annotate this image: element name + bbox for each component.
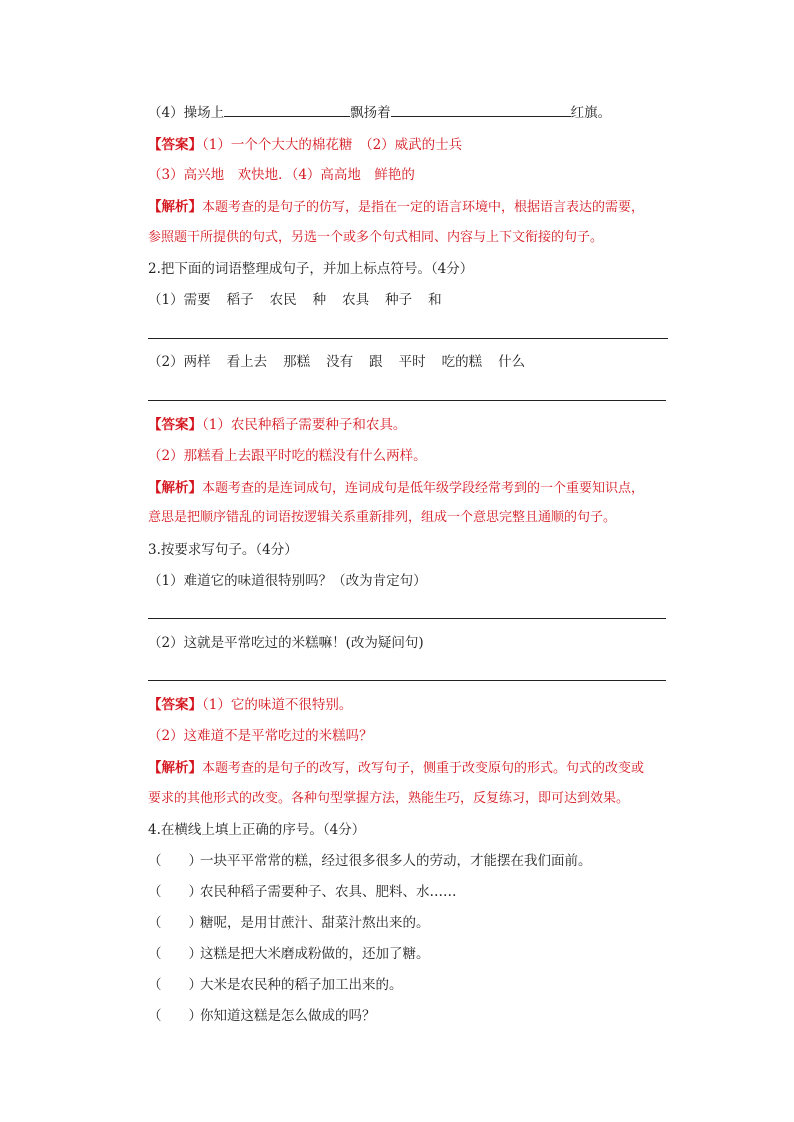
word-card: 两样 (183, 354, 211, 370)
answer2-line1 (148, 415, 406, 435)
analysis3-line2: 要求的其他形式的改变。各种句型掌握方法，熟能生巧，反复练习，即可达到效果。 (148, 791, 630, 806)
word-card: 和 (428, 292, 442, 308)
q4-item (148, 975, 403, 995)
order-blank[interactable]: （ ） (148, 946, 202, 962)
order-blank[interactable]: （ ） (148, 977, 202, 993)
q4-item-text: 农民种稻子需要种子、农具、肥料、水…… (200, 884, 457, 900)
analysis3-line1 (148, 758, 644, 779)
word-card: 没有 (326, 354, 354, 370)
q3-item1: （1）难道它的味道很特别吗？（改为肯定句） (148, 573, 427, 589)
word-card: 稻子 (226, 292, 254, 308)
word-card: 种子 (385, 292, 413, 308)
answer-label: 【答案】 (148, 417, 202, 433)
q4-item (148, 944, 430, 964)
answer-line[interactable] (148, 400, 666, 401)
analysis2-line2: 意思是把顺序错乱的词语按逻辑关系重新排列，组成一个意思完整且通顺的句子。 (148, 510, 617, 525)
q2-title: 2.把下面的词语整理成句子，并加上标点符号。（4分） (148, 261, 474, 277)
q4-item (148, 882, 457, 902)
answer-line[interactable] (148, 618, 666, 619)
answer3-line1 (148, 695, 352, 715)
word-card: 种 (312, 292, 327, 308)
q4-item (148, 913, 430, 933)
analysis-label: 【解析】 (148, 480, 202, 496)
order-blank[interactable]: （ ） (148, 853, 202, 869)
q3-title: 3.按要求写句子。（4分） (148, 542, 298, 558)
answer-blank[interactable] (391, 103, 571, 117)
word-card: 平时 (398, 354, 426, 370)
order-blank[interactable]: （ ） (148, 915, 202, 931)
answer1-line1 (148, 135, 462, 155)
word-card: 跟 (369, 354, 383, 370)
q3-item2: （2）这就是平常吃过的米糕嘛！(改为疑问句) (148, 635, 424, 651)
word-card: 什么 (498, 354, 526, 370)
q1-item4-middle: 飘扬着 (350, 105, 391, 121)
answer-text: （1）它的味道不很特别。 (202, 697, 353, 713)
order-blank[interactable]: （ ） (148, 884, 202, 900)
word-card: 农具 (342, 292, 370, 308)
q1-item4-suffix: 红旗。 (570, 105, 612, 121)
answer-line[interactable] (148, 680, 666, 681)
answer-text: （1）一个个大大的棉花糖 （2）威武的士兵 (202, 137, 463, 153)
q4-item-text: 你知道这糕是怎么做成的吗？ (200, 1008, 376, 1024)
q1-item4-prefix: （4）操场上 (148, 105, 225, 121)
word-card: 看上去 (226, 354, 268, 370)
item-number: （2） (148, 354, 184, 370)
answer-line[interactable] (148, 338, 668, 339)
q1-item4 (148, 103, 611, 123)
analysis1-line2: 参照题干所提供的句式，另选一个或多个句式相同、内容与上下文衔接的句子。 (148, 230, 604, 245)
answer-text: （1）农民种稻子需要种子和农具。 (202, 417, 407, 433)
word-card: 吃的糕 (441, 354, 483, 370)
word-card: 需要 (183, 292, 211, 308)
q2-item2 (148, 352, 541, 372)
answer1-line2: （3）高兴地 欢快地．（4）高高地 鲜艳的 (148, 167, 415, 183)
item-number: （1） (148, 292, 184, 308)
analysis-text: 本题考查的是句子的改写，改写句子，侧重于改变原句的形式。句式的改变或 (202, 761, 645, 776)
answer-blank[interactable] (224, 103, 350, 117)
analysis2-line1 (148, 478, 644, 499)
answer2-line2: （2）那糕看上去跟平时吃的糕没有什么两样。 (148, 448, 427, 464)
q4-item (148, 851, 592, 871)
word-card: 农民 (269, 292, 297, 308)
q4-item-text: 一块平平常常的糕，经过很多很多人的劳动，才能摆在我们面前。 (200, 853, 592, 869)
q4-item (148, 1006, 376, 1026)
answer-label: 【答案】 (148, 137, 202, 153)
q4-title: 4.在横线上填上正确的序号。（4分） (148, 822, 366, 838)
analysis-text: 本题考查的是连词成句，连词成句是低年级学段经常考到的一个重要知识点， (202, 481, 645, 496)
order-blank[interactable]: （ ） (148, 1008, 202, 1024)
q2-item1 (148, 290, 458, 310)
analysis-text: 本题考查的是句子的仿写，是指在一定的语言环境中，根据语言表达的需要， (202, 200, 645, 215)
analysis-label: 【解析】 (148, 199, 202, 215)
answer3-line2: （2）这难道不是平常吃过的米糕吗？ (148, 728, 373, 744)
q4-item-text: 大米是农民种的稻子加工出来的。 (200, 977, 403, 993)
word-card: 那糕 (283, 354, 311, 370)
analysis1-line1 (148, 197, 644, 218)
q4-item-text: 这糕是把大米磨成粉做的，还加了糖。 (200, 946, 430, 962)
answer-label: 【答案】 (148, 697, 202, 713)
q4-item-text: 糖呢，是用甘蔗汁、甜菜汁熬出来的。 (200, 915, 430, 931)
analysis-label: 【解析】 (148, 760, 202, 776)
